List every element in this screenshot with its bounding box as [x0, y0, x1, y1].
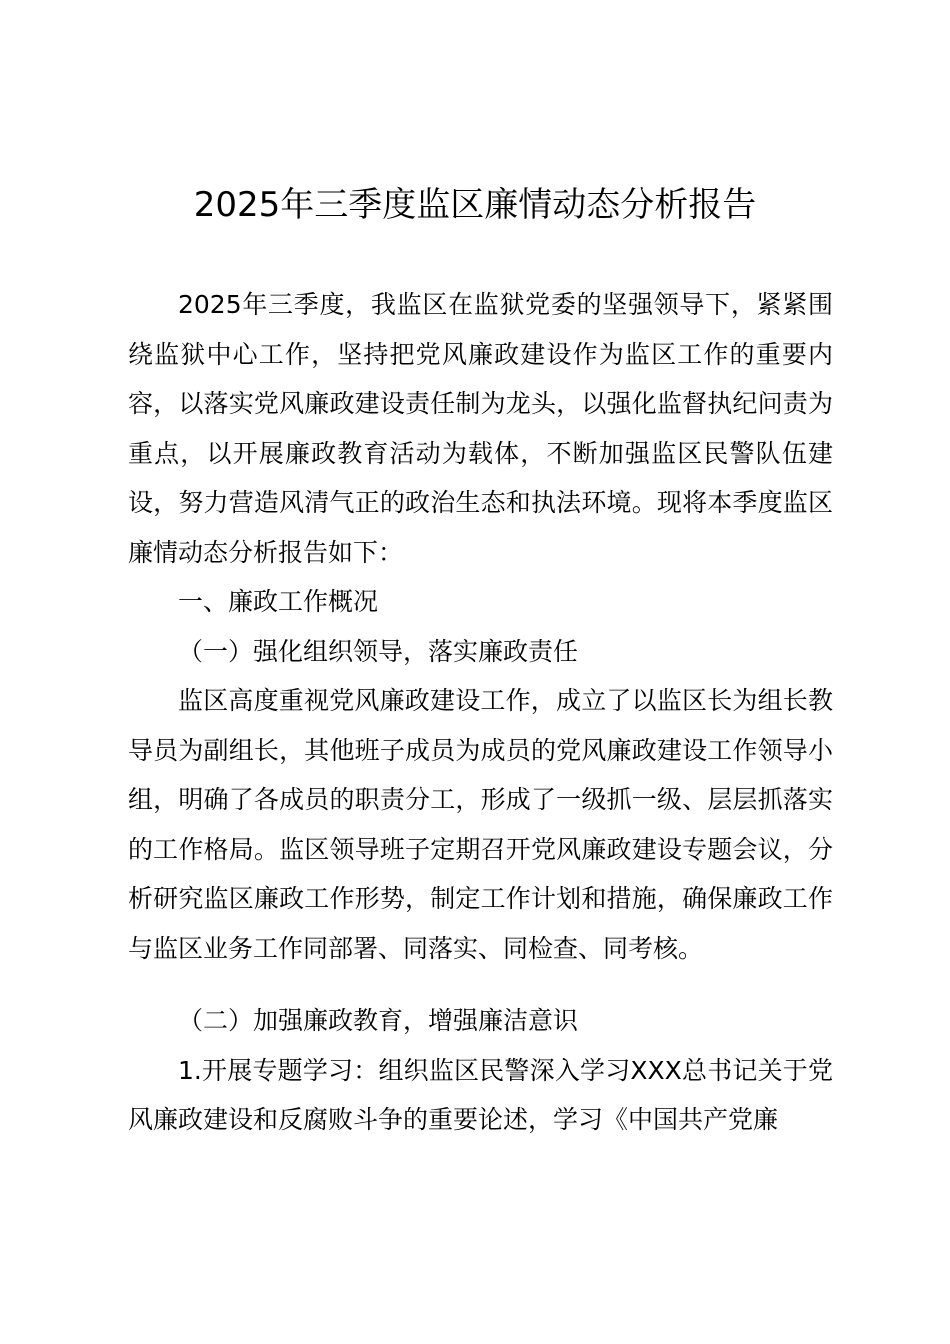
subsection-1-paragraph: 监区高度重视党风廉政建设工作，成立了以监区长为组长教导员为副组长，其他班子成员为成员的党风廉政建设工作领导小组，明确了各成员的职责分工，形成了一级抓一级、层层抓落实的工作格局。监区领导班子定期召开党风廉政建设专题会议，分析研究监区廉政工作形势，制定工作计划和措施，确保廉政工作与监区业务工作同部署、同落实、同检查、同考核。 — [128, 686, 833, 963]
document-title: 2025年三季度监区廉情动态分析报告 — [193, 185, 757, 225]
subsection-heading-2: （二）加强廉政教育，增强廉洁意识 — [178, 1006, 579, 1035]
subsection-heading-1: （一）强化组织领导，落实廉政责任 — [178, 636, 579, 666]
item-1-paragraph: 1.开展专题学习：组织监区民警深入学习XXX总书记关于党风廉政建设和反腐败斗争的重要论述，学习《中国共产党廉 — [128, 1055, 833, 1134]
document-body — [128, 280, 833, 1145]
section-heading-1: 一、廉政工作概况 — [178, 587, 379, 616]
paragraph-gap — [128, 973, 833, 996]
intro-paragraph: 2025年三季度，我监区在监狱党委的坚强领导下，紧紧围绕监狱中心工作，坚持把党风廉政建设作为监区工作的重要内容，以落实党风廉政建设责任制为龙头，以强化监督执纪问责为重点，以开展廉政教育活动为载体，不断加强监区民警队伍建设，努力营造风清气正的政治生态和执法环境。现将本季度监区廉情动态分析报告如下： — [128, 290, 833, 567]
